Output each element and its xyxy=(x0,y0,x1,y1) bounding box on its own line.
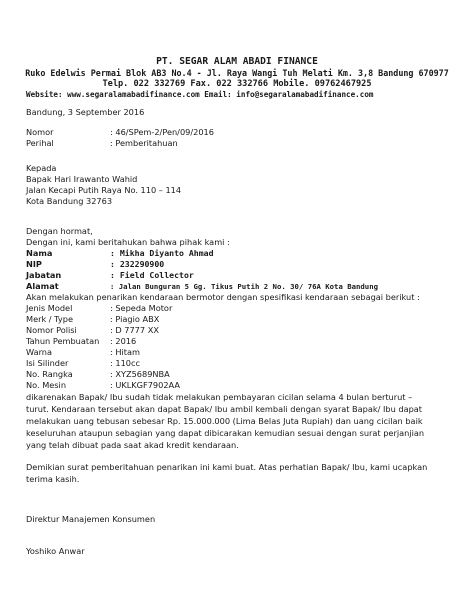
company-phone: Telp. 022 332769 Fax. 022 332766 Mobile. 09762467925 xyxy=(102,79,372,89)
vehicle-label: Warna xyxy=(26,347,53,357)
vehicle-label: Tahun Pembuatan xyxy=(26,336,100,346)
vehicle-label: Isi Silinder xyxy=(26,358,69,368)
greeting: Dengan hormat, xyxy=(26,226,93,236)
vehicle-value: : Piagio ABX xyxy=(110,314,160,324)
vehicle-intro: Akan melakukan penarikan kendaraan bermotor dengan spesifikasi kendaraan sebagai berikut : xyxy=(26,292,420,302)
meta-label-perihal: Perihal xyxy=(26,138,54,148)
vehicle-value: : 110cc xyxy=(110,358,140,368)
body-line: keseluruhan ataupun sebagian yang dapat dibicarakan kemudian sesuai dengan surat perjanjian xyxy=(26,428,425,438)
vehicle-value: : Sepeda Motor xyxy=(110,303,173,313)
vehicle-label: Jenis Model xyxy=(26,303,73,313)
meta-label-nomor: Nomor xyxy=(26,127,54,137)
vehicle-value: : UKLKGF7902AA xyxy=(110,380,180,390)
closing-paragraph xyxy=(26,461,452,485)
body-line: yang telah dibuat pada saat akad kredit kendaraan. xyxy=(26,440,239,450)
vehicle-value: : D 7777 XX xyxy=(110,325,159,335)
closing-line: terima kasih. xyxy=(26,474,80,484)
meta-value-nomor: : 46/SPem-2/Pen/09/2016 xyxy=(110,127,214,137)
officer-value-nip: : 232290900 xyxy=(110,259,165,269)
vehicle-label: Nomor Polisi xyxy=(26,325,77,335)
recipient-city: Kota Bandung 32763 xyxy=(26,196,113,206)
vehicle-value: : 2016 xyxy=(110,336,137,346)
body-paragraph xyxy=(26,391,452,451)
signatory-title: Direktur Manajemen Konsumen xyxy=(26,514,156,524)
officer-value-jabatan: : Field Collector xyxy=(110,270,194,280)
body-line: turut. Kendaraan tersebut akan dapat Bapak/ Ibu ambil kembali dengan syarat Bapak/ Ibu dapat xyxy=(26,404,423,414)
closing-line: Demikian surat pemberitahuan penarikan ini kami buat. Atas perhatian Bapak/ Ibu, kami ucapkan xyxy=(26,462,428,472)
officer-label-nip: NIP xyxy=(26,259,42,269)
signatory-name: Yoshiko Anwar xyxy=(26,546,85,556)
officer-label-jabatan: Jabatan xyxy=(26,270,62,280)
recipient-name: Bapak Hari Irawanto Wahid xyxy=(26,174,138,184)
officer-value-alamat: : Jalan Bunguran 5 Gg. Tikus Putih 2 No. 30/ 76A Kota Bandung xyxy=(110,282,378,291)
company-web-email: Website: www.segaralamabadifinance.com Email: info@segaralamabadifinance.com xyxy=(26,90,374,99)
vehicle-label: Merk / Type xyxy=(26,314,73,324)
vehicle-value: : XYZ5689NBA xyxy=(110,369,170,379)
recipient-kepada: Kepada xyxy=(26,163,57,173)
intro-line: Dengan ini, kami beritahukan bahwa pihak kami : xyxy=(26,237,230,247)
body-line: melakukan uang tebusan sebesar Rp. 15.000.000 (Lima Belas Juta Rupiah) dan uang cicilan baik xyxy=(26,416,423,426)
vehicle-label: No. Rangka xyxy=(26,369,73,379)
company-name: PT. SEGAR ALAM ABADI FINANCE xyxy=(156,56,318,67)
officer-value-nama: : Mikha Diyanto Ahmad xyxy=(110,248,214,258)
body-line: dikarenakan Bapak/ Ibu sudah tidak melakukan pembayaran cicilan selama 4 bulan berturut – xyxy=(26,392,413,402)
officer-label-nama: Nama xyxy=(26,248,53,258)
company-address: Ruko Edelwis Permai Blok AB3 No.4 - Jl. Raya Wangi Tuh Melati Km. 3,8 Bandung 670977 xyxy=(25,68,449,78)
letter-date: Bandung, 3 September 2016 xyxy=(26,107,145,117)
meta-value-perihal: : Pemberitahuan xyxy=(110,138,178,148)
recipient-street: Jalan Kecapi Putih Raya No. 110 – 114 xyxy=(26,185,182,195)
vehicle-label: No. Mesin xyxy=(26,380,67,390)
vehicle-value: : Hitam xyxy=(110,347,140,357)
officer-label-alamat: Alamat xyxy=(26,281,59,291)
